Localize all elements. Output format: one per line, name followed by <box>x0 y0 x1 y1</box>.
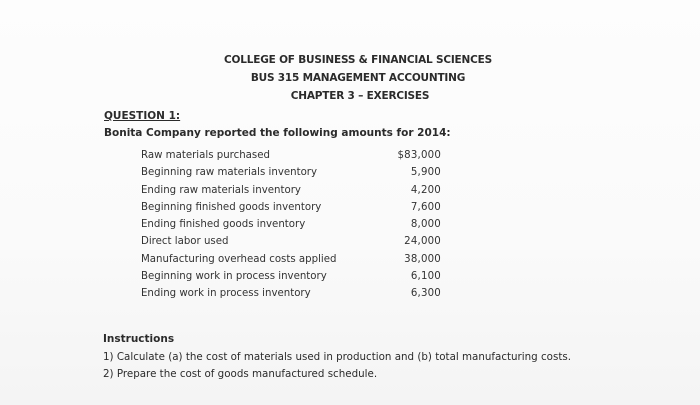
amount-value: 7,600 <box>410 201 441 213</box>
amount-row <box>141 167 441 184</box>
instruction-item: 1) Calculate (a) the cost of materials used in production and (b) total manufacturing costs. <box>103 351 571 363</box>
chapter-title: CHAPTER 3 – EXERCISES <box>290 90 430 102</box>
amount-value: $83,000 <box>397 150 441 161</box>
amount-label: Beginning raw materials inventory <box>141 167 318 179</box>
amount-row <box>141 150 441 167</box>
question-intro: Bonita Company reported the following amounts for 2014: <box>104 127 451 139</box>
amount-value: 24,000 <box>404 236 441 248</box>
amount-label: Ending finished goods inventory <box>141 219 306 231</box>
amount-value: 5,900 <box>410 167 441 179</box>
amount-value: 4,200 <box>410 184 441 196</box>
amount-label: Raw materials purchased <box>141 150 270 161</box>
amount-label: Direct labor used <box>141 236 229 248</box>
amount-label: Manufacturing overhead costs applied <box>141 253 337 265</box>
amount-row <box>141 288 441 305</box>
amount-label: Ending raw materials inventory <box>141 184 301 196</box>
amount-row <box>141 271 441 288</box>
instructions-title: Instructions <box>103 333 175 345</box>
instruction-item: 2) Prepare the cost of goods manufactured schedule. <box>103 368 378 380</box>
question-label: QUESTION 1: <box>104 110 181 122</box>
course-title: BUS 315 MANAGEMENT ACCOUNTING <box>250 72 466 84</box>
amount-row <box>141 254 441 271</box>
amount-row <box>141 219 441 236</box>
amount-value: 38,000 <box>404 253 441 265</box>
amount-label: Ending work in process inventory <box>141 288 311 300</box>
amounts-list <box>141 150 441 306</box>
amount-value: 6,300 <box>410 288 441 300</box>
amount-label: Beginning finished goods inventory <box>141 201 322 213</box>
amount-value: 8,000 <box>410 219 441 231</box>
amount-row <box>141 185 441 202</box>
amount-row <box>141 202 441 219</box>
amount-row <box>141 236 441 253</box>
amount-label: Beginning work in process inventory <box>141 271 327 283</box>
amount-value: 6,100 <box>410 271 441 283</box>
college-title: COLLEGE OF BUSINESS & FINANCIAL SCIENCES <box>224 54 492 66</box>
